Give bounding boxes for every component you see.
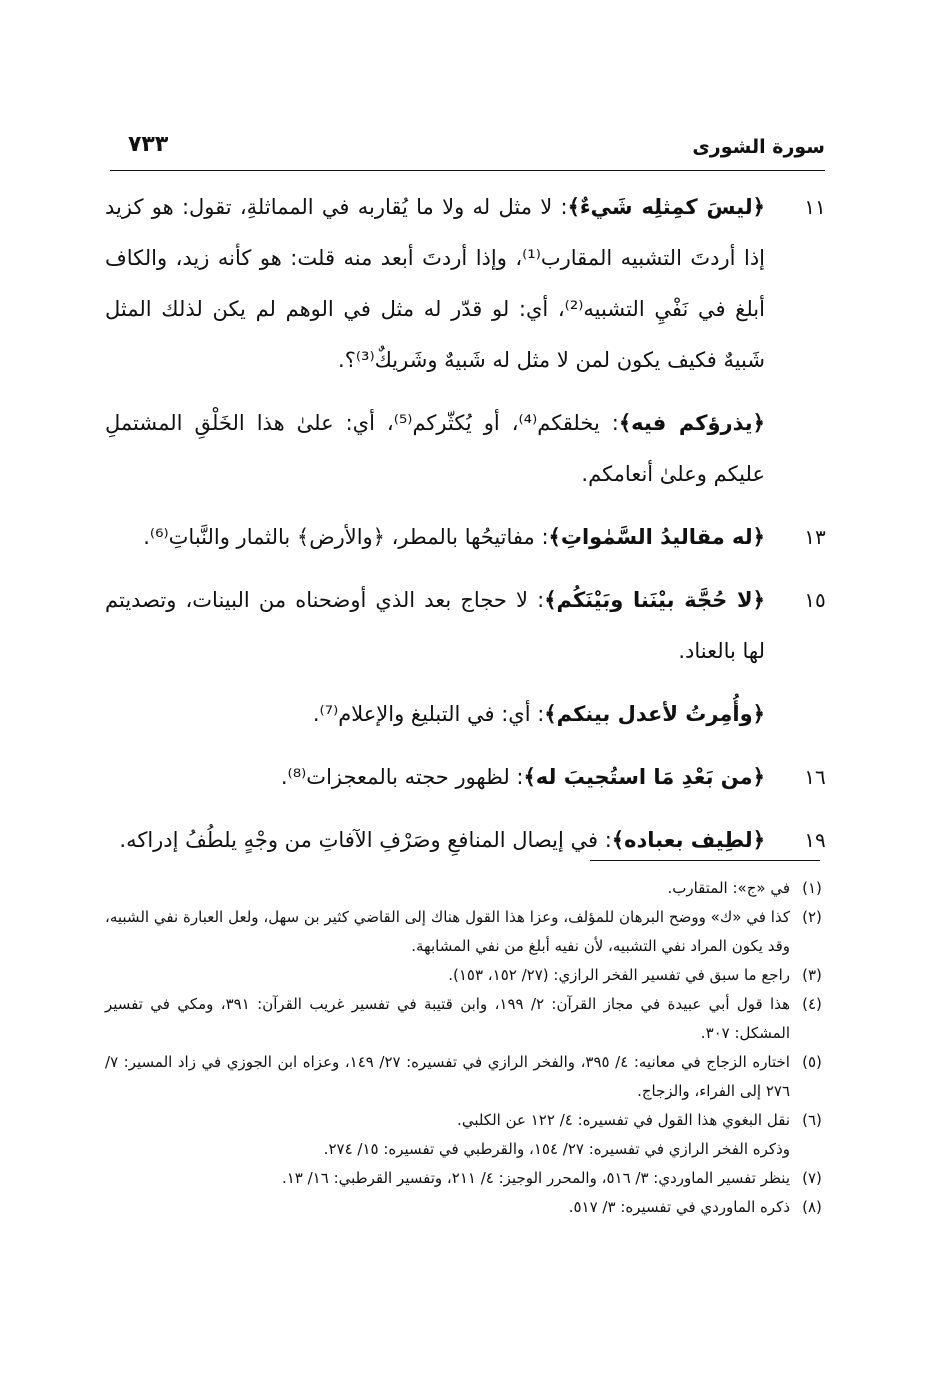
main-text [105,182,830,878]
commentary: : لا حجاج بعد الذي أوضحناه من البينات، وتصديتم لها بالعناد. [105,588,765,663]
footnote-number: (٥) [802,1053,822,1071]
verse-quote: ﴿يذرؤكم فيه﴾ [618,411,765,435]
footnote [105,1135,830,1164]
commentary: : أي: في التبليغ والإعلام⁽⁷⁾. [312,702,545,726]
commentary: : في إيصال المنافعِ وصَرْفِ الآفاتِ من وجْهٍ يلطُفُ إدراكه. [119,828,612,852]
entry-text [105,398,765,500]
verse-number: ١١ [804,195,826,219]
sura-title: سورة الشورى [692,136,825,158]
verse-quote: ﴿لا حُجَّة بيْنَنا وبَيْنَكُم﴾ [544,588,765,612]
footnote [105,961,830,990]
footnotes [105,874,830,1222]
verse-quote: ﴿له مقاليدُ السَّمٰواتِ﴾ [548,525,765,549]
page-header [110,128,825,168]
verse-quote: ﴿من بَعْدِ مَا استُجيبَ له﴾ [523,765,765,789]
footnote [105,990,830,1048]
verse-number: ١٥ [804,588,826,612]
footnote-text: نقل البغوي هذا القول في تفسيره: ٤/ ١٢٢ عن الكلبي. [457,1111,790,1129]
footnote-text: ينظر تفسير الماوردي: ٣/ ٥١٦، والمحرر الوجيز: ٤/ ٢١١، وتفسير القرطبي: ١٦/ ١٣. [281,1169,790,1187]
footnote-number: (٦) [802,1111,822,1129]
verse-number: ١٩ [804,828,826,852]
footnote-number: (٢) [802,908,822,926]
entry [105,512,830,563]
entry-text [105,689,765,740]
entry [105,182,830,386]
footnote-number: (٣) [802,966,822,984]
entry [105,689,830,740]
entry-text [105,512,765,563]
footnote-text: وذكره الفخر الرازي في تفسيره: ٢٧/ ١٥٤، والقرطبي في تفسيره: ١٥/ ٢٧٤. [323,1140,790,1158]
commentary: : لا مثل له ولا ما يُقاربه في المماثلةِ، تقول: هو كزيد إذا أردتَ التشبيه المقارب⁽¹⁾، وإذا أردتَ أبعد منه قلت: هو كأنه زيد، والكاف أبلغ في نَفْيِ التشبيه⁽²⁾، أي: لو قدّر له مثل في الوهم لم يكن لذلك المثل شَبيهٌ فكيف يكون لمن لا مثل له شَبيهٌ وشَريكٌ⁽³⁾؟. [105,195,765,372]
footnote [105,1106,830,1135]
page-number: ٧٣٣ [128,132,169,157]
entry [105,815,830,866]
footnote-number: (٤) [802,995,822,1013]
entry [105,575,830,677]
footnote [105,1048,830,1106]
footnote [105,874,830,903]
footnote-number: (٧) [802,1169,822,1187]
footnote-text: هذا قول أبي عبيدة في مجاز القرآن: ٢/ ١٩٩، وابن قتيبة في تفسير غريب القرآن: ٣٩١، ومكي في تفسير المشكل: ٣٠٧. [105,995,790,1042]
footnote-divider [590,860,820,861]
commentary: : لظهور حجته بالمعجزات⁽⁸⁾. [280,765,524,789]
verse-quote: ﴿ليسَ كمِثلِه شَيءٌ﴾ [567,195,765,219]
footnote [105,1164,830,1193]
footnote [105,1193,830,1222]
footnote-text: في «ج»: المتقارب. [667,879,790,897]
entry-text [105,575,765,677]
verse-quote: ﴿لطِيف بعباده﴾ [611,828,765,852]
footnote-text: راجع ما سبق في تفسير الفخر الرازي: (٢٧/ ١٥٢، ١٥٣). [448,966,790,984]
entry [105,752,830,803]
entry-text [105,182,765,386]
entry [105,398,830,500]
footnote-text: كذا في «ك» ووضح البرهان للمؤلف، وعزا هذا القول هناك إلى القاضي كثير بن سهل، ولعل العبارة نفي الشبيه، وقد يكون المراد نفي التشبيه، لأن نفيه أبلغ من نفي المشابهة. [105,908,790,955]
verse-number: ١٦ [804,765,826,789]
footnote-text: ذكره الماوردي في تفسيره: ٣/ ٥١٧. [568,1198,790,1216]
header-divider [110,170,825,171]
footnote-number: (٨) [802,1198,822,1216]
verse-number: ١٣ [804,525,826,549]
verse-quote: ﴿وأُمِرتُ لأعدل بينكم﴾ [544,702,765,726]
commentary: : يخلقكم⁽⁴⁾، أو يُكثّركم⁽⁵⁾، أي: علىٰ هذا الخَلْقِ المشتملِ عليكم وعلىٰ أنعامكم. [105,411,765,486]
commentary: : مفاتيحُها بالمطر، ﴿والأرض﴾ بالثمار والنَّباتِ⁽⁶⁾. [143,525,549,549]
footnote [105,903,830,961]
entry-text [105,752,765,803]
footnote-number: (١) [802,879,822,897]
entry-text [105,815,765,866]
footnote-text: اختاره الزجاج في معانيه: ٤/ ٣٩٥، والفخر الرازي في تفسيره: ٢٧/ ١٤٩، وعزاه ابن الجوزي في زاد المسير: ٧/ ٢٧٦ إلى الفراء، والزجاج. [105,1053,790,1100]
